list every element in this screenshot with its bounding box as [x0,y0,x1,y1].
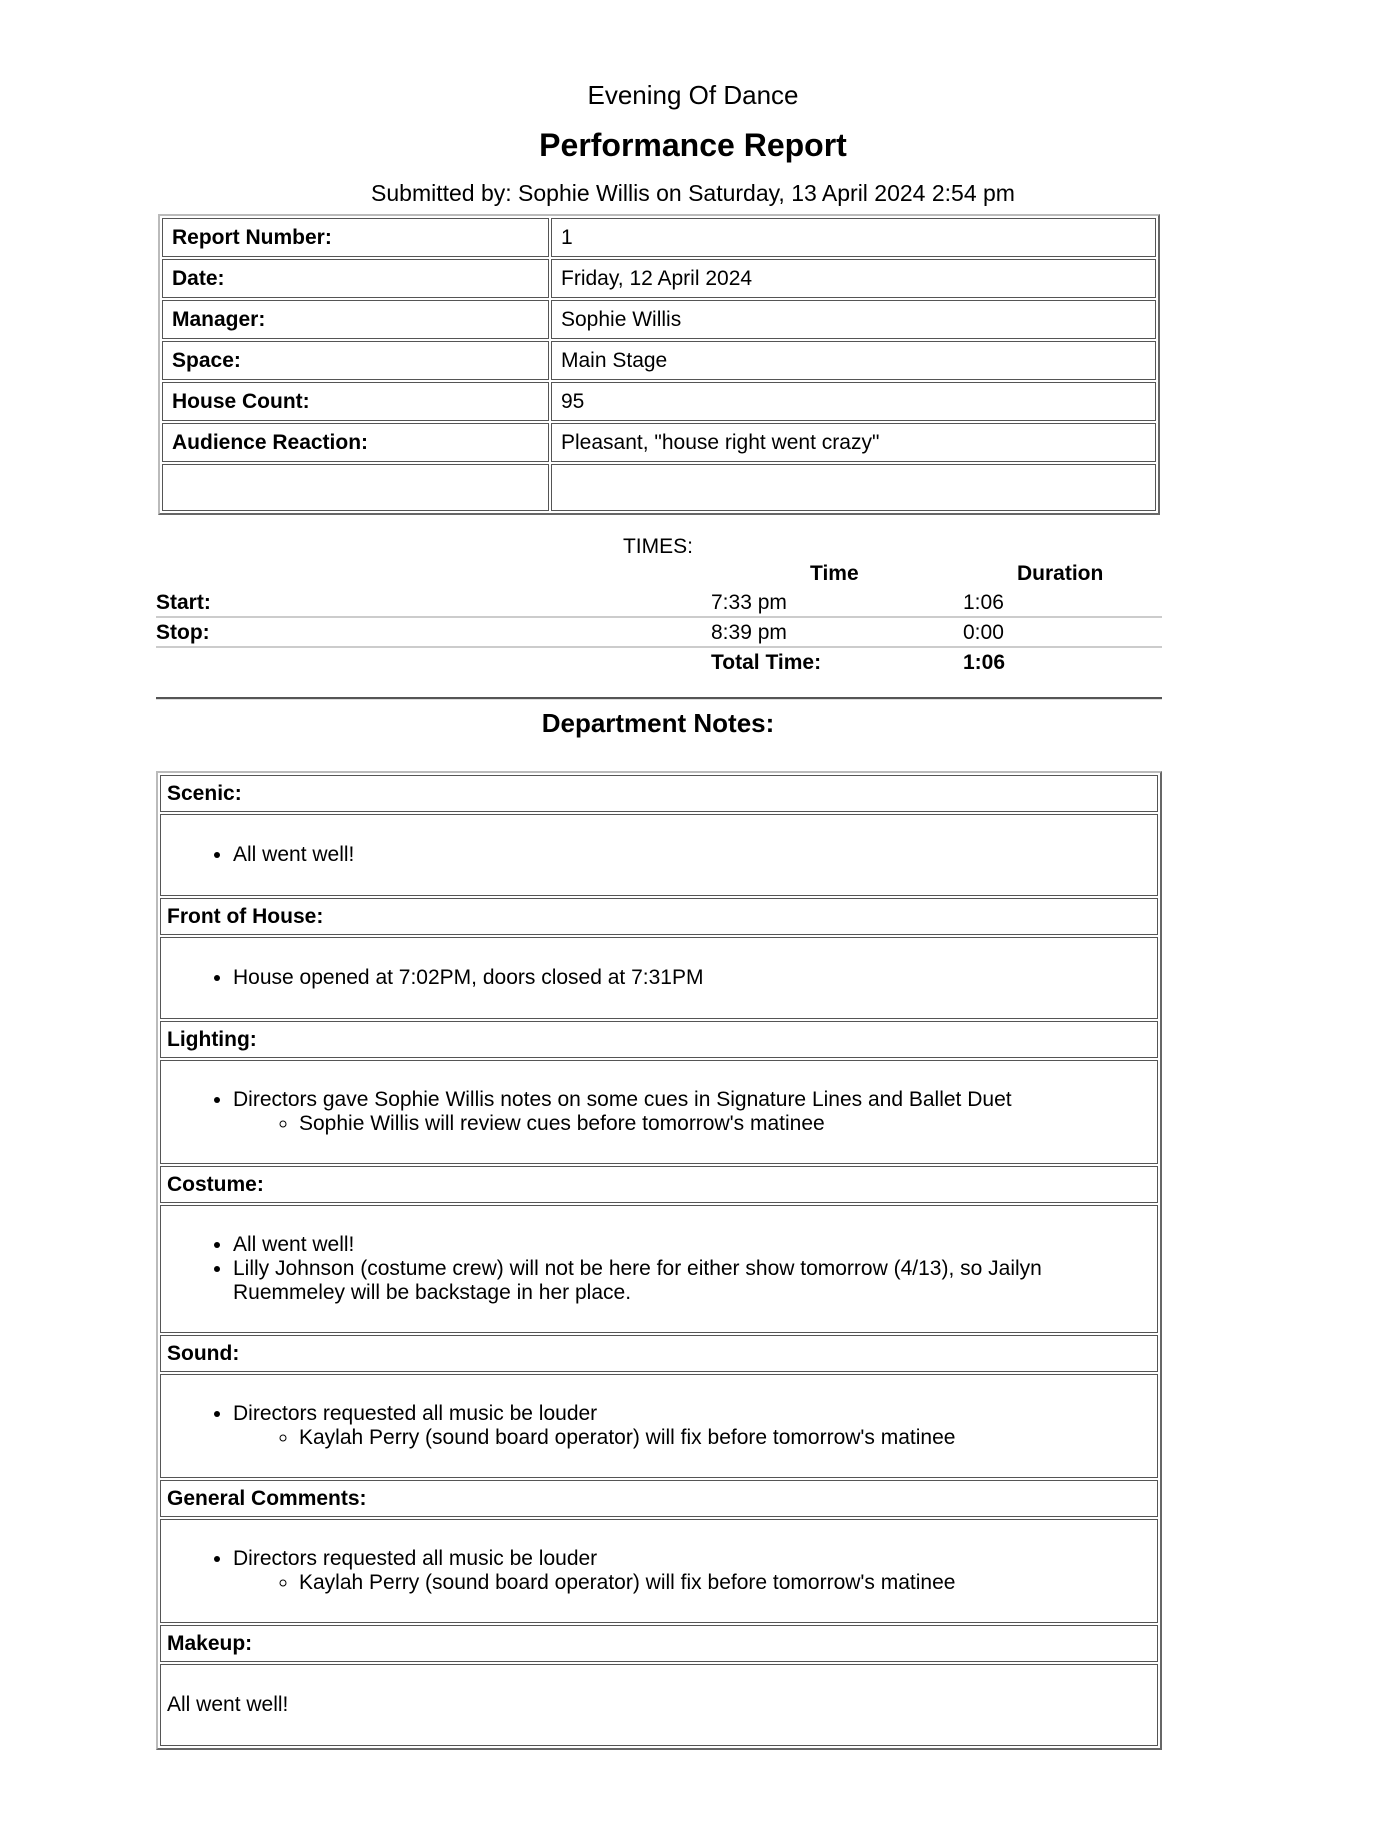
times-row-duration: 0:00 [963,621,1004,644]
note-list [167,843,1151,867]
times-row-label: Stop: [156,621,210,644]
sub-note-list [233,1571,1151,1595]
total-time-value: 1:06 [963,651,1006,674]
total-time-label: Total Time: [711,651,822,674]
info-label: Report Number: [162,218,549,257]
info-label: Date: [162,259,549,298]
report-info-table [158,214,1160,515]
note-item-text: Directors gave Sophie Willis notes on some cues in Signature Lines and Ballet Duet [233,1088,1012,1111]
sub-note-item: ◦ Kaylah Perry (sound board operator) will fix before tomorrow's matinee [299,1571,1151,1595]
note-item: • House opened at 7:02PM, doors closed at 7:31PM [233,966,1151,990]
note-item: • Lilly Johnson (costume crew) will not be here for either show tomorrow (4/13), so Jailyn Ruemmeley will be backstage in her place. [233,1257,1071,1305]
note-list [167,1547,1151,1595]
department-notes-heading: Department Notes: [541,708,775,738]
times-row-stop [156,618,1162,648]
info-value: Main Stage [551,341,1156,380]
note-item: • All went well! [233,1233,1071,1257]
note-item [233,1402,1151,1450]
note-item [233,1088,1151,1136]
sub-note-list [233,1112,1151,1136]
info-label: House Count: [162,382,549,421]
note-list [167,1088,1151,1136]
section-label-costume: Costume: [160,1166,1158,1203]
note-item [233,1547,1151,1595]
department-notes-table [156,771,1162,1750]
info-value: Sophie Willis [551,300,1156,339]
times-row-time: 8:39 pm [711,621,787,644]
times-col-time: Time [810,562,859,585]
note-plain-text: All went well! [167,1693,289,1716]
section-body-sound [160,1374,1158,1478]
info-value: Friday, 12 April 2024 [551,259,1156,298]
info-value: Pleasant, "house right went crazy" [551,423,1156,462]
section-body-general-comments [160,1519,1158,1623]
submitted-by: Submitted by: Sophie Willis on Saturday, 13 April 2024 2:54 pm [371,180,1015,206]
section-label-general-comments: General Comments: [160,1480,1158,1517]
page-title: Performance Report [539,127,847,163]
note-list [167,1402,1151,1450]
section-body-costume [160,1205,1158,1333]
section-label-front-of-house: Front of House: [160,898,1158,935]
times-row-time: 7:33 pm [711,591,787,614]
info-label-empty [162,464,549,511]
note-list [167,966,1151,990]
info-row [162,300,1156,339]
info-row [162,259,1156,298]
section-body-lighting [160,1060,1158,1164]
sub-note-list [233,1426,1151,1450]
info-label: Manager: [162,300,549,339]
section-divider [156,697,1162,700]
section-label-sound: Sound: [160,1335,1158,1372]
info-value: 1 [551,218,1156,257]
info-row [162,382,1156,421]
section-body-front-of-house [160,937,1158,1019]
section-label-scenic: Scenic: [160,775,1158,812]
times-col-duration: Duration [1017,562,1104,585]
info-row [162,218,1156,257]
sub-note-item: ◦ Kaylah Perry (sound board operator) will fix before tomorrow's matinee [299,1426,1151,1450]
info-row-empty [162,464,1156,511]
times-row-start [156,588,1162,618]
info-label: Audience Reaction: [162,423,549,462]
section-body-scenic [160,814,1158,896]
note-list [167,1233,1151,1305]
section-label-lighting: Lighting: [160,1021,1158,1058]
production-name: Evening Of Dance [587,80,799,110]
section-label-makeup: Makeup: [160,1625,1158,1662]
note-item-text: Directors requested all music be louder [233,1547,598,1570]
info-row [162,423,1156,462]
section-body-makeup [160,1664,1158,1746]
note-item-text: Directors requested all music be louder [233,1402,598,1425]
times-heading: TIMES: [622,535,693,558]
sub-note-item: ◦ Sophie Willis will review cues before tomorrow's matinee [299,1112,1151,1136]
note-item: • All went well! [233,843,1151,867]
times-row-label: Start: [156,591,211,614]
times-row-duration: 1:06 [963,591,1004,614]
info-label: Space: [162,341,549,380]
info-value: 95 [551,382,1156,421]
times-row-total [156,648,1162,676]
info-value-empty [551,464,1156,511]
info-row [162,341,1156,380]
